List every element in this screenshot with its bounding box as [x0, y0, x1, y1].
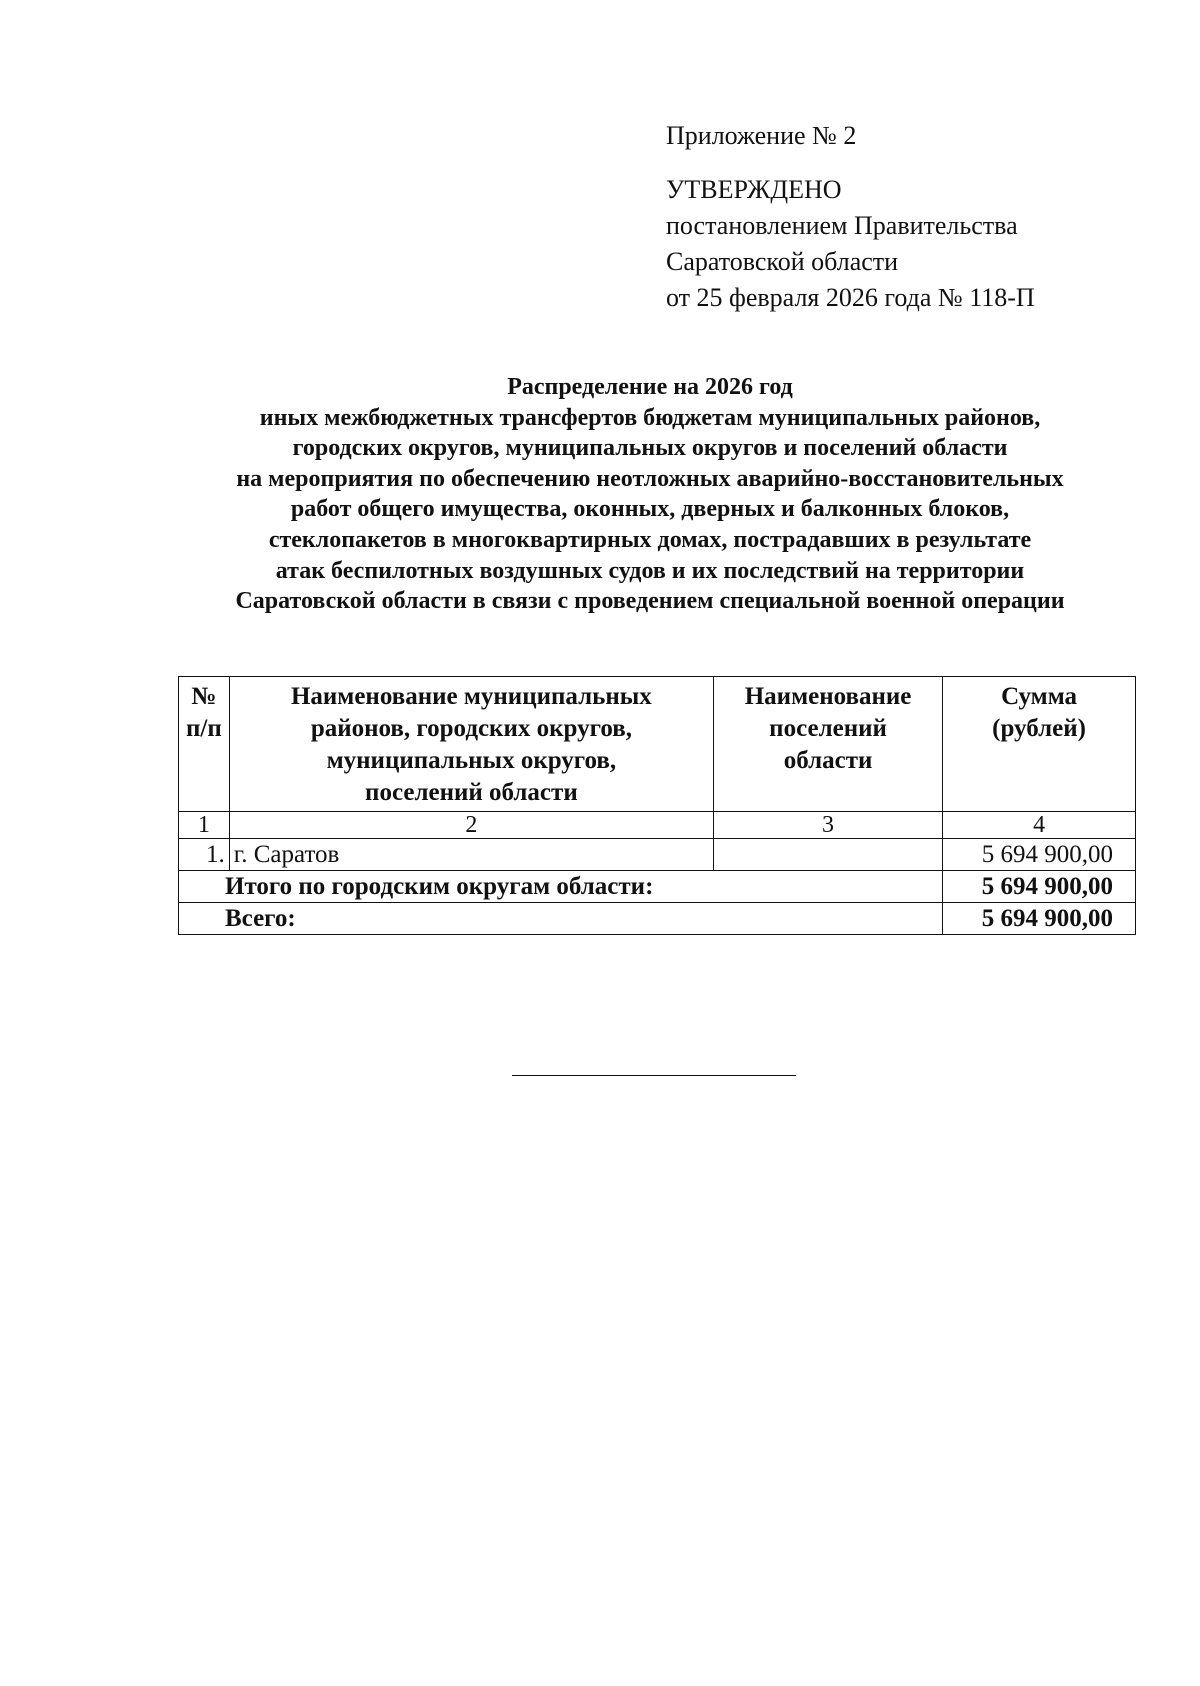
header-text: муниципальных округов, [326, 747, 617, 774]
total-sum: 5 694 900,00 [943, 903, 1136, 935]
subtotal-row [179, 871, 1136, 903]
closing-rule [512, 1075, 796, 1076]
document-title [170, 372, 1130, 617]
header-text: № [191, 683, 217, 710]
header-text: Наименование [744, 683, 912, 710]
approval-block [666, 118, 1146, 316]
approved-by-line: постановлением Правительства [666, 211, 1018, 240]
subtotal-sum: 5 694 900,00 [943, 871, 1136, 903]
title-line: атак беспилотных воздушных судов и их последствий на территории [275, 557, 1025, 584]
table-header-row [179, 677, 1136, 812]
title-line: иных межбюджетных трансфертов бюджетам муниципальных районов, [259, 404, 1041, 431]
row-sum: 5 694 900,00 [943, 839, 1136, 871]
header-text: поселений области [365, 779, 578, 806]
column-number-row [179, 812, 1136, 839]
column-number: 3 [713, 812, 942, 839]
row-settlement [713, 839, 942, 871]
row-number: 1. [179, 839, 230, 871]
title-line: Распределение на 2026 год [507, 374, 793, 400]
column-number: 2 [229, 812, 713, 839]
header-text: (рублей) [992, 715, 1086, 742]
column-number: 1 [179, 812, 230, 839]
total-row [179, 903, 1136, 935]
header-text: Сумма [1001, 683, 1078, 710]
title-line: Саратовской области в связи с проведением специальной военной операции [235, 588, 1065, 615]
header-number [179, 677, 230, 812]
row-municipality: г. Саратов [229, 839, 713, 871]
header-municipality [229, 677, 713, 812]
header-text: области [783, 747, 873, 774]
title-line: работ общего имущества, оконных, дверных и балконных блоков, [290, 496, 1010, 523]
subtotal-label: Итого по городским округам области: [179, 871, 943, 903]
approved-label: УТВЕРЖДЕНО [666, 175, 842, 204]
title-line: городских округов, муниципальных округов и поселений области [292, 435, 1008, 462]
column-number: 4 [943, 812, 1136, 839]
approved-date-line: от 25 февраля 2026 года № 118-П [666, 283, 1035, 312]
header-settlement [713, 677, 942, 812]
approved-region-line: Саратовской области [666, 247, 899, 276]
header-text: п/п [186, 715, 222, 742]
total-label: Всего: [179, 903, 943, 935]
appendix-label: Приложение № 2 [666, 121, 857, 150]
distribution-table [178, 676, 1136, 935]
header-text: районов, городских округов, [310, 715, 632, 742]
header-sum [943, 677, 1136, 812]
title-line: на мероприятия по обеспечению неотложных аварийно-восстановительных [236, 465, 1064, 492]
header-text: Наименование муниципальных [290, 683, 652, 710]
table-row [179, 839, 1136, 871]
header-text: поселений [769, 715, 887, 742]
title-line: стеклопакетов в многоквартирных домах, пострадавших в результате [268, 526, 1032, 553]
